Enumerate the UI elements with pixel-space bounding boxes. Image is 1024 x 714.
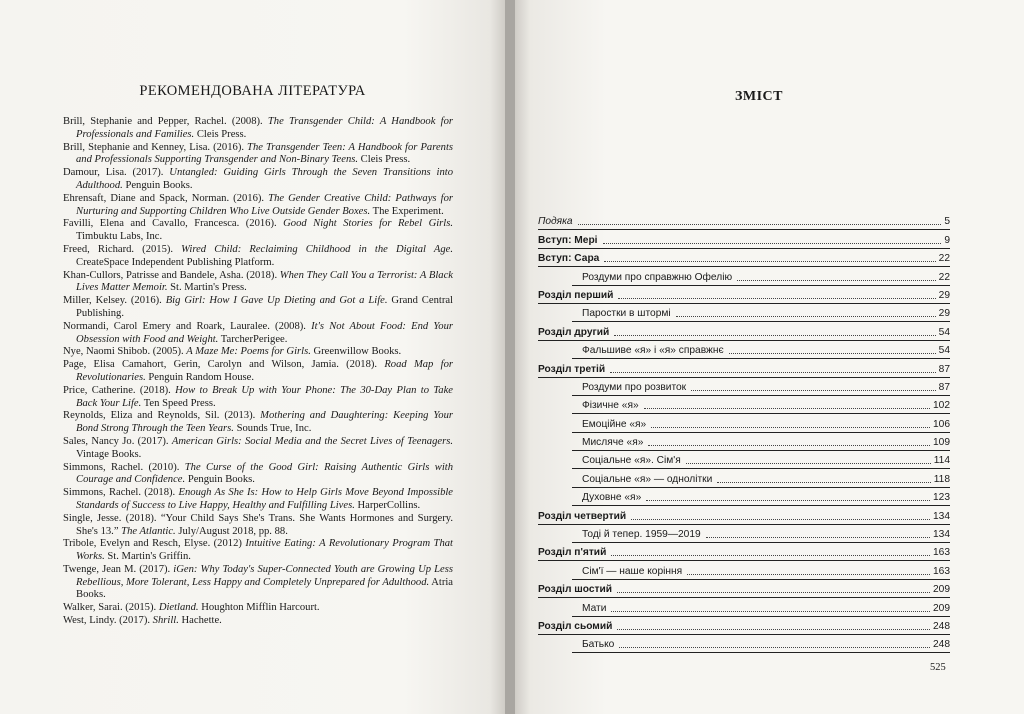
bibliography-entry (63, 513, 453, 539)
bibliography-heading: РЕКОМЕНДОВАНА ЛІТЕРАТУРА (139, 83, 366, 99)
toc-leader-dots (687, 574, 930, 575)
bibliography-entry (63, 487, 453, 513)
entry-author: Brill, Stephanie and Kenney, Lisa. (2016). (63, 141, 248, 153)
toc-leader-dots (717, 482, 931, 483)
toc-leader-dots (706, 537, 930, 538)
entry-title: Intuitive Eating: A Revolutionary Program That Works. (76, 538, 453, 563)
toc-page-number: 54 (938, 345, 950, 357)
entry-author: Twenge, Jean M. (2017). (63, 563, 174, 575)
toc-page-number: 248 (933, 620, 950, 632)
toc-leader-dots (691, 390, 936, 391)
entry-publisher: Houghton Mifflin Harcourt. (198, 602, 320, 614)
toc-entry-label: Розділ шостий (538, 584, 613, 596)
entry-publisher: Sounds True, Inc. (233, 423, 312, 435)
entry-author: West, Lindy. (2017). (63, 615, 153, 627)
toc-leader-dots (603, 243, 941, 244)
entry-publisher: Penguin Books. (122, 179, 193, 191)
toc-page-number: 29 (938, 289, 950, 301)
toc-leader-dots (611, 611, 930, 612)
toc-page-number: 22 (938, 271, 950, 283)
entry-publisher: St. Martin's Griffin. (104, 551, 191, 563)
toc-leader-dots (729, 353, 936, 354)
entry-title: Mothering and Daughtering: Keeping Your Bond Strong Through the Teen Years. (76, 410, 453, 435)
entry-title: The Transgender Teen: A Handbook for Parents and Professionals Supporting Transgender and Non-Binary Teens. (76, 141, 454, 166)
bibliography-entry (63, 462, 453, 488)
toc-page-number: 54 (938, 326, 950, 338)
entry-publisher: The Experiment. (370, 205, 444, 217)
toc-entry-label: Вступ: Мері (538, 234, 598, 246)
toc-entry-label: Роздуми про розвиток (582, 381, 687, 393)
bibliography-entry (63, 218, 453, 244)
entry-author: Simmons, Rachel. (2018). (63, 487, 179, 499)
entry-author: Sales, Nancy Jo. (2017). (63, 435, 172, 447)
toc-entry-label: Фізичне «я» (582, 400, 639, 412)
toc-leader-dots (611, 555, 930, 556)
toc-row (538, 506, 950, 524)
toc-leader-dots (617, 592, 930, 593)
entry-title: Big Girl: How I Gave Up Dieting and Got a Life. (165, 295, 388, 307)
bibliography-entry (63, 385, 453, 411)
toc-page-number: 87 (938, 381, 950, 393)
entry-publisher: July/August 2018, pp. 88. (175, 525, 288, 537)
toc-row (538, 451, 950, 469)
toc-row (538, 525, 950, 543)
toc-entry-label: Розділ сьомий (538, 620, 613, 632)
toc-entry-label: Подяка (538, 216, 573, 228)
entry-publisher: Cleis Press. (194, 128, 247, 140)
toc-heading: ЗМІСТ (735, 89, 783, 104)
toc-entry-label: Розділ третій (538, 363, 606, 375)
entry-title: Road Map for Revolutionaries. (76, 359, 453, 383)
entry-author: Page, Elisa Camahort, Gerin, Carolyn and Wilson, Jamia. (2018). (63, 359, 385, 371)
entry-publisher: Grand Central Publishing. (76, 295, 453, 319)
entry-publisher: Penguin Books. (185, 474, 255, 486)
toc-entry-label: Соціальне «я» — однолітки (582, 473, 713, 485)
toc-row (538, 469, 950, 487)
toc-entry-label: Тоді й тепер. 1959—2019 (582, 529, 701, 541)
entry-author: Walker, Sarai. (2015). (63, 602, 159, 614)
toc-page-number: 5 (944, 216, 950, 228)
toc-leader-dots (646, 500, 930, 501)
entry-publisher: CreateSpace Independent Publishing Platform. (76, 256, 275, 268)
toc-entry-label: Духовне «я» (582, 492, 642, 504)
entry-title: Good Night Stories for Rebel Girls. (283, 218, 453, 230)
entry-publisher: Penguin Random House. (145, 371, 255, 383)
toc-row (538, 378, 950, 396)
bibliography-entry (63, 615, 453, 628)
entry-title: Untangled: Guiding Girls Through the Seven Transitions into Adulthood. (76, 167, 453, 191)
toc-entry-label: Мати (582, 602, 607, 614)
entry-title: How to Break Up with Your Phone: The 30-Day Plan to Take Back Your Life. (76, 384, 453, 409)
toc-row (538, 396, 950, 414)
toc-row (538, 414, 950, 432)
toc-leader-dots (648, 445, 930, 446)
entry-title: It's Not About Food: End Your Obsession with Food and Weight. (76, 320, 453, 345)
bibliography-entry (63, 346, 453, 359)
entry-author: Freed, Richard. (2015). (63, 243, 182, 255)
entry-author: Khan-Cullors, Patrisse and Bandele, Asha. (2018). (63, 269, 280, 281)
toc-row (538, 212, 950, 230)
toc-page-number: 134 (933, 510, 950, 522)
entry-publisher: Cleis Press. (358, 154, 411, 166)
toc-page-number: 118 (933, 473, 950, 485)
toc-row (538, 230, 950, 248)
bibliography-entry (63, 193, 453, 219)
toc-leader-dots (686, 463, 931, 464)
toc-entry-label: Соціальне «я». Сім'я (582, 455, 681, 467)
toc-leader-dots (737, 280, 936, 281)
entry-author: Simmons, Rachel. (2010). (63, 461, 185, 473)
toc-page-number: 209 (933, 602, 950, 614)
entry-author: Ehrensaft, Diane and Spack, Norman. (2016). (63, 192, 269, 204)
toc-page-number: 102 (933, 400, 950, 412)
table-of-contents (538, 212, 950, 653)
entry-title: Shrill. (152, 615, 179, 627)
toc-page-number: 29 (938, 308, 950, 320)
bibliography-entry (63, 538, 453, 564)
bibliography-entry (63, 359, 453, 385)
entry-title: When They Call You a Terrorist: A Black Lives Matter Memoir. (76, 269, 453, 294)
entry-title: Dietland. (158, 602, 199, 614)
toc-entry-label: Розділ п'ятий (538, 547, 607, 559)
toc-row (538, 561, 950, 579)
entry-title: The Curse of the Good Girl: Raising Authentic Girls with Courage and Confidence. (76, 461, 453, 486)
bibliography-entry (63, 270, 453, 296)
toc-page-number: 123 (933, 492, 950, 504)
entry-publisher: St. Martin's Press. (167, 282, 247, 294)
toc-row (538, 304, 950, 322)
toc-entry-label: Розділ перший (538, 289, 614, 301)
toc-row (538, 267, 950, 285)
toc-leader-dots (614, 335, 936, 336)
entry-author: Favilli, Elena and Cavallo, Francesca. (2016). (63, 218, 284, 230)
toc-page-number: 134 (933, 529, 950, 541)
toc-row (538, 341, 950, 359)
toc-page-number: 114 (933, 455, 950, 467)
toc-leader-dots (644, 408, 930, 409)
entry-publisher: HarperCollins. (354, 499, 421, 511)
bibliography-entry (63, 295, 453, 321)
book-gutter (505, 0, 515, 714)
toc-row (538, 635, 950, 653)
toc-entry-label: Батько (582, 639, 615, 651)
toc-entry-label: Сім'ї — наше коріння (582, 565, 683, 577)
toc-row (538, 488, 950, 506)
toc-page-number: 209 (933, 584, 950, 596)
toc-row-rule (572, 652, 950, 653)
toc-leader-dots (578, 224, 941, 225)
left-page (0, 0, 505, 714)
toc-row (538, 249, 950, 267)
toc-entry-label: Розділ другий (538, 326, 610, 338)
bibliography-list (63, 116, 453, 628)
toc-row (538, 617, 950, 635)
toc-page-number: 9 (944, 234, 950, 246)
toc-page-number: 163 (933, 547, 950, 559)
entry-title: Wired Child: Reclaiming Childhood in the Digital Age. (181, 243, 453, 255)
toc-row (538, 580, 950, 598)
entry-author: Normandi, Carol Emery and Roark, Lauralee. (2008). (63, 320, 312, 332)
toc-leader-dots (651, 427, 930, 428)
toc-row (538, 286, 950, 304)
toc-entry-label: Паростки в штормі (582, 308, 671, 320)
entry-author: Tribole, Evelyn and Resch, Elyse. (2012) (63, 538, 246, 550)
entry-author: Miller, Kelsey. (2016). (63, 295, 166, 307)
toc-page-number: 109 (933, 437, 950, 449)
entry-title: The Gender Creative Child: Pathways for Nurturing and Supporting Children Who Live Outside Gender Boxes. (76, 192, 454, 217)
entry-title: Enough As She Is: How to Help Girls Move Beyond Impossible Standards of Success to Live Happy, Healthy and Fulfilling Lives. (76, 487, 454, 511)
toc-leader-dots (610, 372, 936, 373)
toc-page-number: 87 (938, 363, 950, 375)
entry-title: iGen: Why Today's Super-Connected Youth are Growing Up Less Rebellious, More Tolerant, Less Happy and Completely Unprepared for Adulthood. (76, 563, 453, 588)
entry-author: Price, Catherine. (2018). (63, 384, 176, 396)
toc-entry-label: Роздуми про справжню Офелію (582, 271, 733, 283)
toc-row (538, 433, 950, 451)
page-number: 525 (930, 662, 946, 673)
bibliography-entry (63, 167, 453, 193)
toc-row (538, 359, 950, 377)
toc-page-number: 106 (933, 418, 950, 430)
bibliography-entry (63, 142, 453, 168)
entry-title: American Girls: Social Media and the Secret Lives of Teenagers. (171, 435, 453, 447)
entry-publisher: Ten Speed Press. (141, 397, 216, 409)
toc-entry-label: Фальшиве «я» і «я» справжнє (582, 345, 724, 357)
entry-title: The Atlantic. (121, 525, 176, 537)
toc-leader-dots (676, 316, 936, 317)
bibliography-entry (63, 564, 453, 602)
entry-author: Damour, Lisa. (2017). (63, 167, 170, 179)
toc-row (538, 543, 950, 561)
toc-leader-dots (618, 298, 936, 299)
bibliography-entry (63, 116, 453, 142)
entry-title: The Transgender Child: A Handbook for Professionals and Families. (76, 116, 453, 140)
toc-entry-label: Розділ четвертий (538, 510, 627, 522)
entry-publisher: Greenwillow Books. (310, 346, 402, 358)
toc-page-number: 22 (938, 253, 950, 265)
bibliography-entry (63, 244, 453, 270)
toc-page-number: 248 (933, 639, 950, 651)
entry-publisher: TarcherPerigee. (218, 333, 288, 345)
toc-entry-label: Емоційне «я» (582, 418, 647, 430)
bibliography-entry (63, 410, 453, 436)
entry-publisher: Hachette. (178, 615, 222, 627)
toc-entry-label: Мисляче «я» (582, 437, 644, 449)
toc-row (538, 598, 950, 616)
toc-row (538, 322, 950, 340)
entry-title: A Maze Me: Poems for Girls. (186, 346, 311, 358)
toc-leader-dots (617, 629, 930, 630)
toc-entry-label: Вступ: Сара (538, 253, 600, 265)
entry-author: Single, Jesse. (2018). “Your Child Says She's Trans. She Wants Hormones and Surgery. She's 13.” (63, 512, 453, 537)
toc-leader-dots (619, 647, 930, 648)
entry-publisher: Timbuktu Labs, Inc. (76, 231, 163, 243)
entry-publisher: Atria Books. (76, 576, 453, 601)
entry-publisher: Vintage Books. (76, 448, 142, 460)
bibliography-entry (63, 321, 453, 347)
bibliography-entry (63, 602, 453, 615)
toc-leader-dots (604, 261, 936, 262)
entry-author: Brill, Stephanie and Pepper, Rachel. (2008). (63, 116, 268, 127)
toc-leader-dots (631, 519, 930, 520)
bibliography-entry (63, 436, 453, 462)
entry-author: Reynolds, Eliza and Reynolds, Sil. (2013). (63, 410, 261, 422)
entry-author: Nye, Naomi Shibob. (2005). (63, 346, 187, 358)
toc-page-number: 163 (933, 565, 950, 577)
